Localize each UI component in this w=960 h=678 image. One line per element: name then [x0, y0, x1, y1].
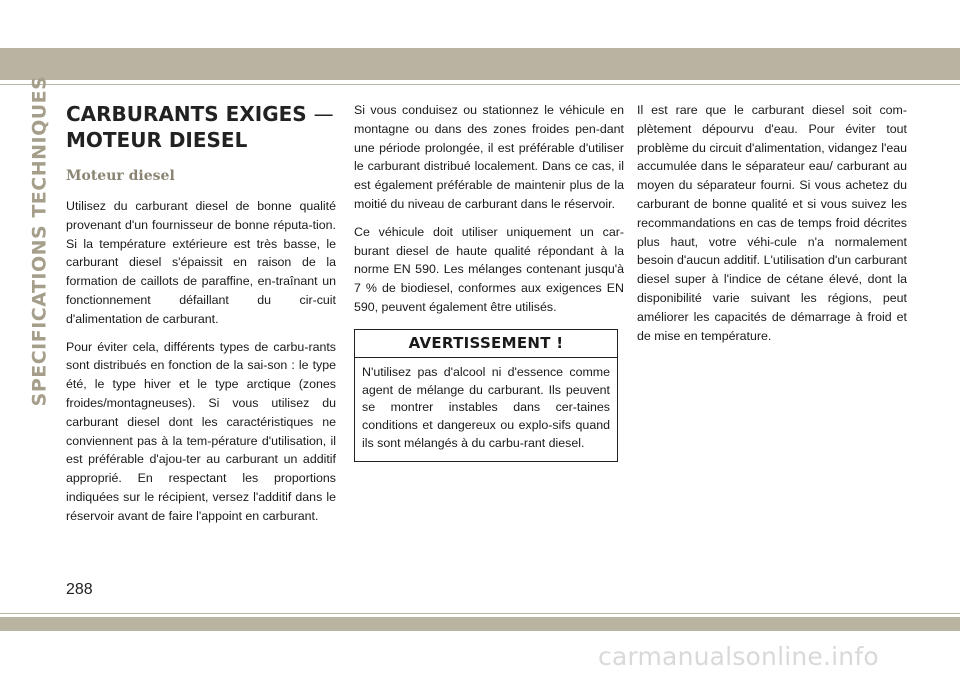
page-number: 288: [66, 581, 93, 598]
paragraph: Si vous conduisez ou stationnez le véhicule en montagne ou dans des zones froides pen-dant une période prolongée, il est préférable d'utiliser le carburant distribué localement. Dans ce cas, il est également préférable de maintenir plus de la moitié du niveau de carburant dans le réservoir.: [354, 103, 624, 211]
footer-band: [0, 617, 960, 631]
paragraph: Ce véhicule doit utiliser uniquement un car-burant diesel de haute qualité répondant à la norme EN 590. Les mélanges contenant jusqu'à 7 % de biodiesel, conformes aux exigences EN 590, peuvent également être utilisés.: [354, 224, 624, 314]
column-1: [66, 101, 336, 535]
warning-body: N'utilisez pas d'alcool ni d'essence comme agent de mélange du carburant. Ils peuvent se montrer instables dans cer-taines conditions et dangereux ou explo-sifs quand ils sont mélangés à du carbu-rant diesel.: [362, 364, 610, 450]
column-2: [354, 101, 624, 462]
section-side-tab-label: SPECIFICATIONS TECHNIQUES: [28, 75, 50, 407]
title-dash: —: [313, 102, 334, 126]
paragraph: Utilisez du carburant diesel de bonne qualité provenant d'un fournisseur de bonne réputa-tion. Si la température extérieure est très basse, le carburant diesel s'épaissit en raison de la formation de caillots de paraffine, en-traînant un fonctionnement défaillant du cir-cuit d'alimentation de carburant.: [66, 199, 336, 326]
watermark: carmanualsonline.info: [598, 642, 879, 671]
footer-rule: [0, 613, 960, 614]
section-side-tab: [26, 75, 52, 407]
header-band: [0, 48, 960, 80]
title-sub: MOTEUR DIESEL: [66, 128, 248, 152]
title-main: CARBURANTS EXIGES: [66, 102, 307, 126]
column-3: [637, 101, 907, 354]
header-rule: [0, 84, 960, 85]
warning-title: AVERTISSEMENT !: [355, 330, 617, 358]
page-title: [66, 101, 336, 153]
subheading: Moteur diesel: [66, 168, 175, 184]
warning-box: [354, 329, 618, 462]
paragraph: Pour éviter cela, différents types de carbu-rants sont distribués en fonction de la sai-son : le type été, le type hiver et le type arctique (zones froides/montagneuses). Si vous utilisez du carburant diesel dont les caractéristiques ne conviennent pas à la tem-pérature d'utilisation, il est préférable d'ajou-ter au carburant un additif approprié. En respectant les proportions indiquées sur le récipient, versez l'additif dans le réservoir avant de faire l'appoint en carburant.: [66, 339, 336, 523]
paragraph: Il est rare que le carburant diesel soit com-plètement dépourvu d'eau. Pour éviter tout problème du circuit d'alimentation, vidangez l'eau accumulée dans le séparateur eau/ carburant au moyen du séparateur fourni. Si vous achetez du carburant de bonne qualité et si vous suivez les recommandations en cas de temps froid décrites plus haut, votre véhi-cule n'a normalement besoin d'aucun additif. L'utilisation d'un carburant diesel super à l'indice de cétane élevé, dont la disponibilité varie suivant les régions, peut améliorer les capacités de démarrage à froid et de mise en température.: [637, 103, 907, 343]
